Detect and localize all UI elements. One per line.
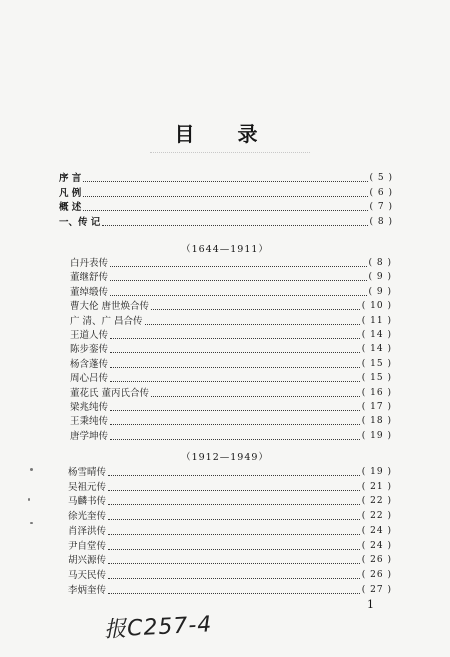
- dot-leader: [108, 528, 360, 535]
- toc-entry: [70, 387, 392, 400]
- dot-leader: [102, 219, 367, 226]
- toc-entry: [70, 372, 392, 385]
- dot-leader: [110, 418, 360, 425]
- toc-entry: [70, 358, 392, 371]
- entry-title: 董绰缎传: [70, 286, 109, 298]
- entry-page-number: ( 16 ): [361, 387, 392, 398]
- front-matter-row: [59, 172, 393, 185]
- toc-entry: [70, 401, 392, 414]
- dot-leader: [108, 557, 360, 564]
- entry-title: 尹自堂传: [68, 540, 107, 552]
- dot-leader: [108, 543, 360, 550]
- dot-leader: [108, 587, 360, 594]
- entry-page-number: ( 24 ): [361, 540, 392, 551]
- front-matter-row: [59, 187, 393, 200]
- entry-title: 曹大伦 唐世焕合传: [70, 301, 150, 313]
- toc-entry: [70, 300, 392, 313]
- dot-leader: [151, 390, 360, 397]
- toc-entry: [70, 343, 392, 356]
- entry-title: 陈步銮传: [70, 344, 109, 356]
- dot-leader: [110, 433, 360, 440]
- entry-page-number: ( 26 ): [361, 555, 392, 566]
- entry-page-number: ( 15 ): [361, 358, 392, 369]
- entry-title: 吴祖元传: [68, 481, 107, 493]
- toc-entry: [70, 286, 392, 299]
- dot-leader: [108, 572, 360, 579]
- page-number: 1: [367, 598, 374, 611]
- entry-title: 肖泽洪传: [68, 525, 107, 537]
- dot-leader: [110, 260, 367, 267]
- period-heading-qing: （1644—1911）: [181, 244, 269, 255]
- entry-page-number: ( 22 ): [361, 496, 392, 507]
- entry-page-number: ( 8 ): [369, 216, 393, 227]
- toc-entry: [68, 554, 392, 567]
- entry-page-number: ( 21 ): [361, 481, 392, 492]
- toc-entry: [68, 584, 392, 597]
- dot-leader: [83, 204, 367, 211]
- dot-leader: [108, 498, 360, 505]
- entry-page-number: ( 14 ): [361, 344, 392, 355]
- entry-title: 周心吕传: [70, 373, 109, 385]
- entry-page-number: ( 19 ): [361, 467, 392, 477]
- entry-title: 广 清、广 昌合传: [70, 315, 143, 327]
- entry-page-number: ( 17 ): [361, 402, 392, 412]
- toc-entry: [68, 525, 392, 538]
- toc-entry: [70, 430, 392, 443]
- handwritten-note: 报C257-4: [103, 612, 213, 643]
- toc-entry: [70, 271, 392, 284]
- entry-title: 王道人传: [70, 330, 109, 341]
- entry-title: 杨雪晴传: [68, 467, 107, 478]
- front-matter-row: [59, 216, 393, 229]
- entry-page-number: ( 5 ): [369, 173, 393, 183]
- toc-entry: [68, 540, 392, 553]
- entry-title: 董花氏 董丙氏合传: [70, 387, 150, 399]
- dot-leader: [110, 404, 360, 411]
- dot-leader: [110, 361, 360, 368]
- entry-page-number: ( 11 ): [361, 315, 392, 326]
- dot-leader: [83, 175, 367, 182]
- entry-page-number: ( 18 ): [361, 416, 392, 427]
- scan-speck: [28, 498, 30, 501]
- scan-speck: [30, 522, 33, 524]
- dot-leader: [83, 190, 367, 197]
- dot-leader: [110, 289, 367, 296]
- entry-title: 胡兴源传: [68, 555, 107, 567]
- entry-title: 董继舒传: [70, 272, 109, 284]
- entry-title: 李炳奎传: [68, 584, 107, 596]
- entry-title: 凡 例: [59, 187, 82, 199]
- entry-title: 唐学坤传: [70, 430, 109, 442]
- toc-entry: [70, 257, 392, 270]
- dot-leader: [151, 303, 360, 310]
- toc-entry: [70, 329, 392, 342]
- entry-page-number: ( 6 ): [369, 187, 393, 198]
- toc-entry: [68, 569, 392, 582]
- entry-page-number: ( 14 ): [361, 330, 392, 340]
- entry-page-number: ( 7 ): [369, 202, 393, 212]
- dot-leader: [108, 469, 360, 476]
- entry-title: 马麟书传: [68, 496, 107, 508]
- entry-title: 马天民传: [68, 569, 107, 581]
- dot-leader: [110, 346, 360, 353]
- entry-title: 白丹表传: [70, 258, 109, 269]
- page-title: 目 录: [174, 122, 276, 146]
- dot-leader: [110, 274, 367, 281]
- toc-entry: [68, 495, 392, 508]
- entry-title: 王秉纯传: [70, 416, 109, 428]
- faint-rule: [150, 152, 310, 153]
- period-heading-republic: （1912—1949）: [181, 452, 269, 463]
- scan-speck: [30, 468, 33, 471]
- toc-entry: [70, 415, 392, 428]
- entry-title: 杨含蓬传: [70, 358, 109, 370]
- toc-entry: [70, 315, 392, 328]
- entry-page-number: ( 8 ): [368, 258, 392, 268]
- entry-title: 梁兆纯传: [70, 402, 109, 413]
- entry-page-number: ( 19 ): [361, 430, 392, 441]
- entry-page-number: ( 24 ): [361, 525, 392, 536]
- entry-page-number: ( 26 ): [361, 569, 392, 580]
- entry-page-number: ( 15 ): [361, 373, 392, 384]
- toc-entry: [68, 510, 392, 523]
- entry-title: 一、传 记: [59, 216, 101, 228]
- dot-leader: [145, 318, 360, 325]
- entry-page-number: ( 27 ): [361, 584, 392, 595]
- dot-leader: [110, 332, 360, 339]
- toc-entry: [68, 466, 392, 479]
- front-matter-row: [59, 201, 393, 214]
- toc-entry: [68, 481, 392, 494]
- entry-title: 徐光奎传: [68, 511, 107, 523]
- entry-page-number: ( 10 ): [361, 301, 392, 312]
- entry-page-number: ( 22 ): [361, 511, 392, 522]
- dot-leader: [108, 513, 360, 520]
- dot-leader: [108, 484, 360, 491]
- entry-title: 序 言: [59, 173, 82, 184]
- entry-page-number: ( 9 ): [368, 286, 392, 297]
- dot-leader: [110, 375, 360, 382]
- entry-page-number: ( 9 ): [368, 272, 392, 283]
- entry-title: 概 述: [59, 202, 82, 213]
